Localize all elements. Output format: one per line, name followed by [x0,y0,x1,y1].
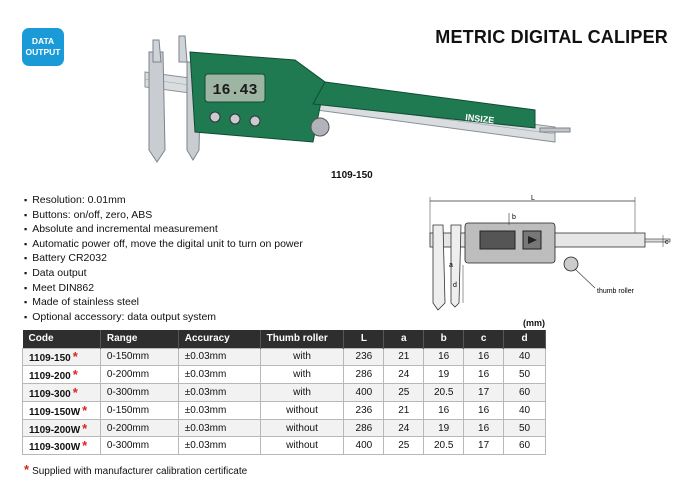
cell-range: 0-150mm [100,348,178,366]
cell-c: 16 [464,419,504,437]
dim-L: L [531,195,535,202]
table-row [23,437,546,455]
cell-thumb: without [260,419,344,437]
brand-logo: INSIZE [464,112,495,126]
cell-b: 19 [424,366,464,384]
code-text: 1109-150 [29,353,71,365]
col-header: Range [100,330,178,348]
feature-item: ▪ Optional accessory: data output system [24,310,303,325]
cell-b: 20.5 [424,384,464,402]
col-header: Thumb roller [260,330,344,348]
code-text: 1109-150W [29,406,81,418]
feature-item: ▪ Made of stainless steel [24,295,303,310]
unit-label: (mm) [523,318,545,328]
table-row [23,384,546,402]
cell-a: 24 [384,419,424,437]
certificate-star: * [82,438,88,454]
badge-line2: OUTPUT [25,47,61,57]
dim-c: c [665,239,669,246]
data-output-badge [22,28,64,66]
certificate-star: * [72,349,78,365]
cell-a: 24 [384,366,424,384]
feature-item: ▪ Resolution: 0.01mm [24,193,303,208]
cell-b: 19 [424,419,464,437]
col-header: Accuracy [178,330,260,348]
cell-code [23,366,101,384]
cell-a: 21 [384,401,424,419]
dim-d: d [453,282,457,289]
code-text: 1109-300W [29,442,81,454]
cell-accuracy: ±0.03mm [178,366,260,384]
col-header: d [504,330,546,348]
table-row [23,348,546,366]
cell-d: 60 [504,437,546,455]
cell-d: 50 [504,366,546,384]
cell-b: 16 [424,348,464,366]
cell-thumb: with [260,348,344,366]
model-caption: 1109-150 [331,170,373,181]
feature-item: ▪ Automatic power off, move the digital unit to turn on power [24,237,303,252]
cell-L: 400 [344,437,384,455]
code-text: 1109-200 [29,371,71,383]
cell-thumb: with [260,384,344,402]
cell-accuracy: ±0.03mm [178,437,260,455]
cell-b: 16 [424,401,464,419]
dim-b: b [512,214,516,221]
cell-range: 0-300mm [100,437,178,455]
cell-c: 17 [464,384,504,402]
cell-d: 60 [504,384,546,402]
cell-thumb: with [260,366,344,384]
cell-range: 0-300mm [100,384,178,402]
certificate-star: * [82,420,88,436]
cell-accuracy: ±0.03mm [178,401,260,419]
cell-d: 50 [504,419,546,437]
table-row [23,366,546,384]
feature-item: ▪ Data output [24,266,303,281]
cell-c: 16 [464,401,504,419]
feature-list [24,193,303,324]
certificate-star: * [72,367,78,383]
cell-L: 236 [344,348,384,366]
cell-L: 236 [344,401,384,419]
cell-L: 286 [344,419,384,437]
col-header: c [464,330,504,348]
footnote [24,462,247,477]
caliper-photo [135,32,575,170]
table-header-row [23,330,546,348]
cell-d: 40 [504,401,546,419]
cell-code [23,437,101,455]
feature-item: ▪ Absolute and incremental measurement [24,222,303,237]
page-title: METRIC DIGITAL CALIPER [435,27,668,47]
col-header: L [344,330,384,348]
feature-item: ▪ Buttons: on/off, zero, ABS [24,208,303,223]
col-header: a [384,330,424,348]
dim-a: a [449,262,453,269]
cell-code [23,419,101,437]
thumb-roller-label: thumb roller [597,288,634,295]
cell-c: 16 [464,366,504,384]
table-row [23,419,546,437]
cell-code [23,401,101,419]
cell-range: 0-200mm [100,366,178,384]
cell-L: 400 [344,384,384,402]
certificate-star: * [72,384,78,400]
feature-item: ▪ Battery CR2032 [24,251,303,266]
cell-a: 21 [384,348,424,366]
cell-code [23,384,101,402]
cell-thumb: without [260,437,344,455]
cell-b: 20.5 [424,437,464,455]
cell-range: 0-150mm [100,401,178,419]
cell-accuracy: ±0.03mm [178,348,260,366]
cell-code [23,348,101,366]
cell-accuracy: ±0.03mm [178,419,260,437]
cell-accuracy: ±0.03mm [178,384,260,402]
cell-a: 25 [384,384,424,402]
code-text: 1109-200W [29,424,81,436]
cell-c: 16 [464,348,504,366]
cell-a: 25 [384,437,424,455]
cell-thumb: without [260,401,344,419]
col-header: b [424,330,464,348]
spec-table [22,330,546,455]
code-text: 1109-300 [29,388,71,400]
footnote-text: Supplied with manufacturer calibration certificate [32,466,248,477]
dimension-diagram [425,195,675,315]
lcd-reading: 16.43 [212,82,258,99]
footnote-star: * [24,462,30,477]
feature-item: ▪ Meet DIN862 [24,281,303,296]
cell-c: 17 [464,437,504,455]
cell-L: 286 [344,366,384,384]
certificate-star: * [82,402,88,418]
cell-range: 0-200mm [100,419,178,437]
cell-d: 40 [504,348,546,366]
table-row [23,401,546,419]
badge-line1: DATA [31,36,55,46]
col-header: Code [23,330,101,348]
